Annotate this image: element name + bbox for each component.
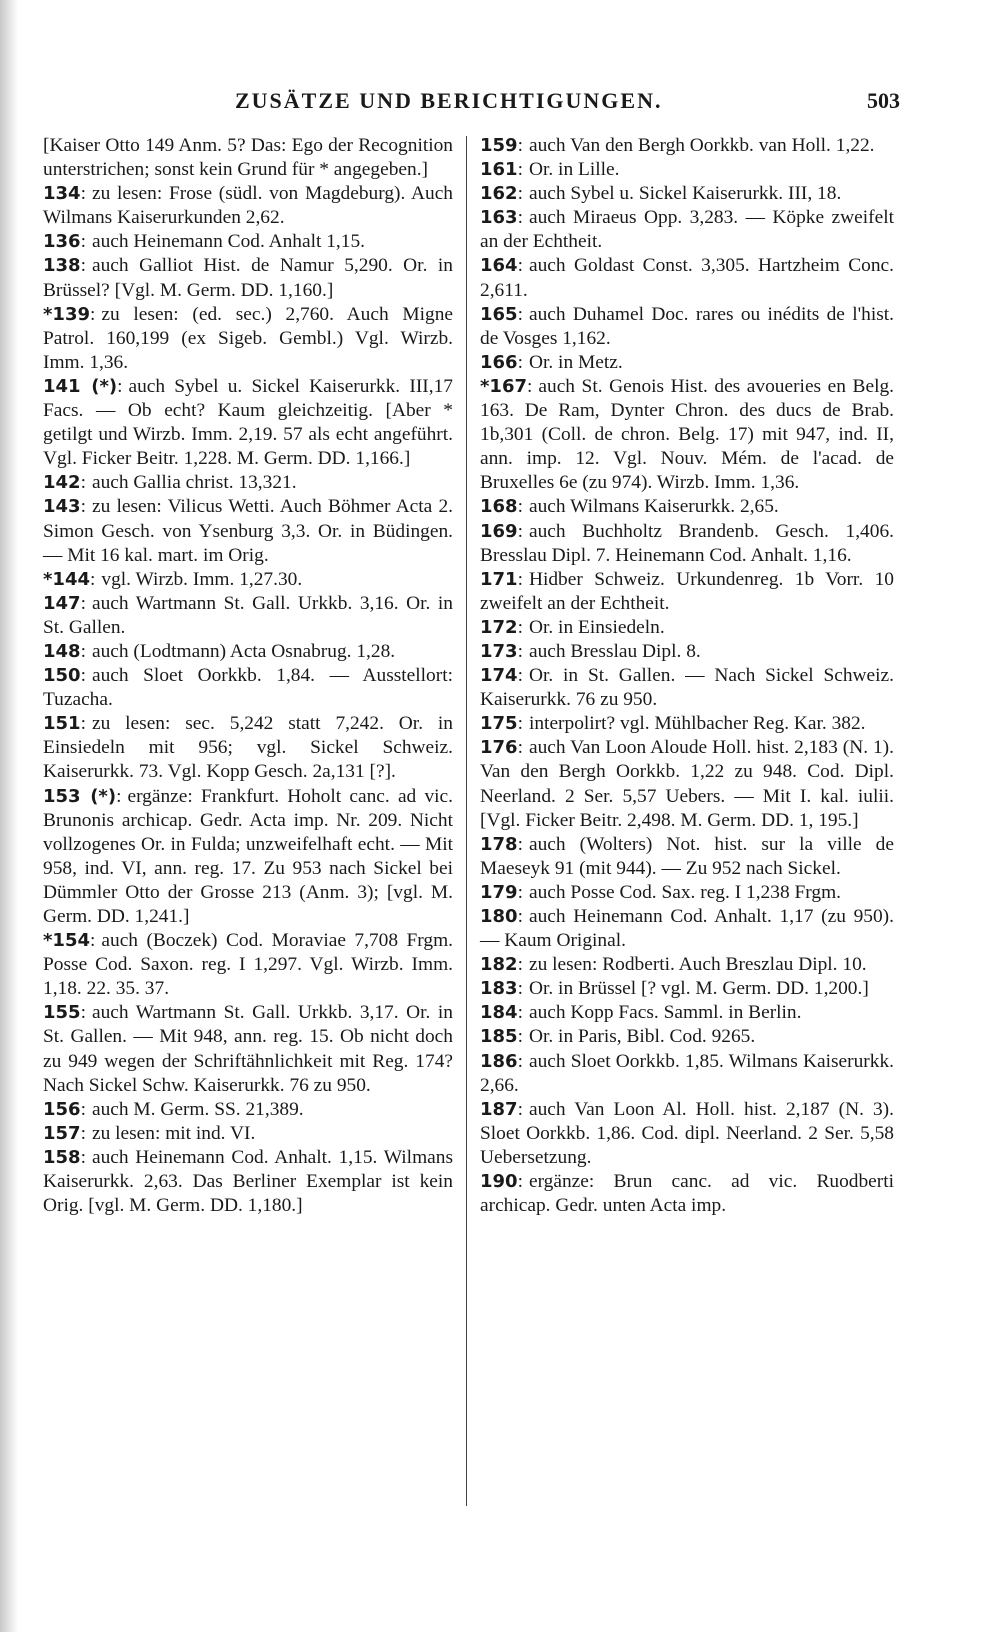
entry bbox=[480, 1025, 894, 1049]
entry-text: auch (Lodtmann) Acta Osnabrug. 1,28. bbox=[91, 640, 396, 662]
entry-text: auch Miraeus Opp. 3,283. — Köpke zweifelt an der Echtheit. bbox=[480, 207, 894, 253]
entry bbox=[480, 206, 894, 254]
entry bbox=[480, 1098, 894, 1170]
entry-colon: : bbox=[517, 207, 523, 229]
entry-text: auch Buchholtz Brandenb. Gesch. 1,406. Bresslau Dipl. 7. Heinemann Cod. Anhalt. 1,16. bbox=[480, 520, 894, 566]
entry bbox=[43, 664, 453, 712]
entry-colon: : bbox=[517, 737, 523, 759]
entry-text: ergänze: Frankfurt. Hoholt canc. ad vic. Brunonis archicap. Gedr. Acta imp. Nr. 209. Nicht vollzogenes Or. in Fulda; unzweifelhaft echt. — Mit 958, ind. VI, ann. reg. 17. Zu 953 nach Sickel bei Dümmler Otto der Grosse 213 (Anm. 3); [vgl. M. Germ. DD. 1,241.] bbox=[43, 785, 453, 927]
entry-number: 179 bbox=[480, 881, 518, 903]
entry-text: auch Heinemann Cod. Anhalt 1,15. bbox=[91, 231, 365, 253]
entry-colon: : bbox=[80, 665, 86, 687]
entry bbox=[480, 375, 894, 495]
entry-number: 156 bbox=[43, 1098, 81, 1120]
entry-text: auch Wilmans Kaiserurkk. 2,65. bbox=[528, 496, 779, 518]
entry-text: auch Goldast Const. 3,305. Hartzheim Conc. 2,611. bbox=[480, 255, 894, 301]
entry-colon: : bbox=[80, 472, 86, 494]
entry-colon: : bbox=[116, 785, 122, 807]
entry bbox=[43, 1098, 453, 1122]
entry-text: zu lesen: Rodberti. Auch Breszlau Dipl. 10. bbox=[528, 954, 867, 976]
entry-number: 147 bbox=[43, 592, 81, 614]
page-header bbox=[40, 88, 900, 122]
entry bbox=[43, 134, 453, 182]
entry-text: auch Sloet Oorkkb. 1,84. — Ausstellort: Tuzacha. bbox=[43, 665, 453, 711]
entry-colon: : bbox=[90, 930, 96, 952]
entry-text: auch Wartmann St. Gall. Urkkb. 3,17. Or. in St. Gallen. — Mit 948, ann. reg. 15. Ob nicht doch zu 949 wegen der Schriftähnlichkeit mit Reg. 174? Nach Sickel Schw. Kaiserurkk. 76 zu 950. bbox=[43, 1002, 453, 1096]
entry bbox=[43, 1001, 453, 1097]
entry bbox=[43, 471, 453, 495]
entry-colon: : bbox=[90, 568, 96, 590]
entry bbox=[480, 303, 894, 351]
entry-number: 158 bbox=[43, 1146, 81, 1168]
entry-number: 174 bbox=[480, 665, 518, 687]
entry-number: 159 bbox=[480, 135, 518, 156]
entry-text: auch Sybel u. Sickel Kaiserurkk. III, 18. bbox=[528, 183, 842, 205]
entry-number: 162 bbox=[480, 183, 518, 205]
entry-text: auch Heinemann Cod. Anhalt. 1,15. Wilmans Kaiserurkk. 2,63. Das Berliner Exemplar ist kein Orig. [vgl. M. Germ. DD. 1,180.] bbox=[43, 1146, 453, 1217]
entry-text: auch Van den Bergh Oorkkb. van Holl. 1,22. bbox=[528, 135, 875, 156]
entry-colon: : bbox=[80, 1122, 86, 1144]
entry-text: auch Galliot Hist. de Namur 5,290. Or. in Brüssel? [Vgl. M. Germ. DD. 1,160.] bbox=[43, 255, 453, 301]
entry-text: Or. in Lille. bbox=[528, 159, 620, 181]
entry-number: 187 bbox=[480, 1098, 518, 1120]
entry bbox=[480, 254, 894, 302]
entry-number: 176 bbox=[480, 737, 518, 759]
entry bbox=[43, 640, 453, 664]
entry bbox=[480, 736, 894, 832]
entry bbox=[480, 881, 894, 905]
left-column bbox=[43, 134, 453, 1218]
entry-text: zu lesen: (ed. sec.) 2,760. Auch Migne Patrol. 160,199 (ex Sigeb. Gembl.) Vgl. Wirzb. Imm. 1,36. bbox=[43, 303, 453, 373]
entry-colon: : bbox=[80, 1098, 86, 1120]
entry-colon: : bbox=[517, 183, 523, 205]
entry-number: 161 bbox=[480, 159, 518, 181]
entry-colon: : bbox=[517, 1002, 523, 1024]
entry bbox=[480, 905, 894, 953]
entry-text: Or. in St. Gallen. — Nach Sickel Schweiz. Kaiserurkk. 76 zu 950. bbox=[480, 665, 894, 711]
entry bbox=[480, 158, 894, 182]
entry-number: 134 bbox=[43, 183, 81, 205]
entry-number: 148 bbox=[43, 640, 81, 662]
entry-text: auch Gallia christ. 13,321. bbox=[91, 472, 297, 494]
running-title: ZUSÄTZE UND BERICHTIGUNGEN. bbox=[235, 88, 663, 113]
entry-text: Or. in Einsiedeln. bbox=[528, 616, 665, 638]
entry-colon: : bbox=[90, 303, 96, 325]
entry-colon: : bbox=[517, 496, 523, 518]
entry bbox=[43, 1122, 453, 1146]
entry-colon: : bbox=[517, 665, 523, 687]
entry-colon: : bbox=[80, 183, 86, 205]
entry bbox=[480, 495, 894, 519]
entry-number: 180 bbox=[480, 906, 518, 927]
entry-text: Or. in Metz. bbox=[528, 351, 623, 373]
entry-number: 163 bbox=[480, 207, 518, 229]
entry bbox=[43, 182, 453, 230]
entry bbox=[480, 712, 894, 736]
entry-colon: : bbox=[517, 906, 523, 927]
entry bbox=[480, 833, 894, 881]
entry bbox=[43, 303, 453, 375]
entry bbox=[480, 640, 894, 664]
entry-colon: : bbox=[517, 520, 523, 542]
entry bbox=[43, 592, 453, 640]
entry-number: 183 bbox=[480, 978, 518, 1000]
entry-colon: : bbox=[517, 1171, 523, 1193]
entry-colon: : bbox=[517, 954, 523, 976]
entry-colon: : bbox=[517, 351, 523, 373]
entry-text: Or. in Brüssel [? vgl. M. Germ. DD. 1,200.] bbox=[528, 978, 869, 1000]
entry-colon: : bbox=[80, 592, 86, 614]
entry-text: auch Duhamel Doc. rares ou inédits de l'hist. de Vosges 1,162. bbox=[480, 303, 894, 349]
entry-text: auch (Boczek) Cod. Moraviae 7,708 Frgm. Posse Cod. Saxon. reg. I 1,297. Vgl. Wirzb. Imm. 1,18. 22. 35. 37. bbox=[43, 930, 453, 1000]
entry-text: auch Posse Cod. Sax. reg. I 1,238 Frgm. bbox=[528, 881, 841, 903]
entry bbox=[480, 664, 894, 712]
entry-colon: : bbox=[517, 833, 523, 855]
entry-colon: : bbox=[117, 375, 123, 397]
entry-text: zu lesen: Vilicus Wetti. Auch Böhmer Acta 2. Simon Gesch. von Ysenburg 3,3. Or. in Büdingen. — Mit 16 kal. mart. im Orig. bbox=[43, 496, 453, 566]
entry-colon: : bbox=[80, 496, 86, 518]
entry-number: 171 bbox=[480, 568, 518, 590]
entry-colon: : bbox=[517, 135, 523, 156]
entry bbox=[480, 134, 894, 158]
entry-text: auch Wartmann St. Gall. Urkkb. 3,16. Or. in St. Gallen. bbox=[43, 592, 453, 638]
entry bbox=[480, 520, 894, 568]
entry-number: 166 bbox=[480, 351, 518, 373]
entry-number: *144 bbox=[43, 568, 90, 590]
entry-text: auch (Wolters) Not. hist. sur la ville de Maeseyk 91 (mit 944). — Zu 952 nach Sickel. bbox=[480, 833, 894, 879]
entry-text: auch Bresslau Dipl. 8. bbox=[528, 640, 701, 662]
entry-text: auch Van Loon Aloude Holl. hist. 2,183 (N. 1). Van den Bergh Oorkkb. 1,22 zu 948. Cod. Dipl. Neerland. 2 Ser. 5,57 Uebers. — Mit I. kal. iulii. [Vgl. Ficker Beitr. 2,498. M. Germ. DD. 1, 195.] bbox=[480, 737, 894, 831]
entry bbox=[480, 182, 894, 206]
entry-text: zu lesen: sec. 5,242 statt 7,242. Or. in Einsiedeln mit 956; vgl. Sickel Schweiz. Kaiserurkk. 73. Vgl. Kopp Gesch. 2a,131 [?]. bbox=[43, 713, 453, 783]
entry bbox=[43, 1146, 453, 1218]
entry-text: auch Sybel u. Sickel Kaiserurkk. III,17 Facs. — Ob echt? Kaum gleichzeitig. [Aber * getilgt und Wirzb. Imm. 2,19. 57 als echt angeführt. Vgl. Ficker Beitr. 1,228. M. Germ. DD. 1,166.] bbox=[43, 375, 453, 470]
entry-colon: : bbox=[517, 640, 523, 662]
entry bbox=[43, 230, 453, 254]
entry-colon: : bbox=[517, 568, 523, 590]
entry-number: *167 bbox=[480, 375, 527, 397]
entry bbox=[43, 929, 453, 1001]
entry-text: auch Kopp Facs. Samml. in Berlin. bbox=[528, 1002, 802, 1024]
entry bbox=[480, 953, 894, 977]
entry-colon: : bbox=[517, 713, 523, 735]
entry bbox=[480, 616, 894, 640]
entry-number: 182 bbox=[480, 954, 518, 976]
entry-colon: : bbox=[517, 1026, 523, 1048]
entry bbox=[43, 254, 453, 302]
entry-number: 142 bbox=[43, 472, 81, 494]
entry-text: ergänze: Brun canc. ad vic. Ruodberti archicap. Gedr. unten Acta imp. bbox=[480, 1171, 894, 1217]
entry-colon: : bbox=[80, 640, 86, 662]
entry-number: 153 (*) bbox=[43, 785, 117, 807]
entry-number: 157 bbox=[43, 1122, 81, 1144]
entry-number: 178 bbox=[480, 833, 518, 855]
entry-text: auch St. Genois Hist. des avoueries en Belg. 163. De Ram, Dynter Chron. des ducs de Brab. 1b,301 (Coll. de chron. Belg. 17) mit 947, ind. II, ann. imp. 12. Vgl. Nouv. Mém. de l'acad. de Bruxelles 6e (zu 974). Wirzb. Imm. 1,36. bbox=[480, 375, 894, 494]
entry bbox=[43, 785, 453, 930]
entry-colon: : bbox=[517, 1050, 523, 1072]
entry-number: 136 bbox=[43, 231, 81, 253]
entry-colon: : bbox=[517, 255, 523, 277]
entry bbox=[480, 1050, 894, 1098]
entry-text: zu lesen: Frose (südl. von Magdeburg). Auch Wilmans Kaiserurkunden 2,62. bbox=[43, 183, 453, 229]
entry-number: 143 bbox=[43, 496, 81, 518]
entry-text: zu lesen: mit ind. VI. bbox=[91, 1122, 256, 1144]
entry-text: interpolirt? vgl. Mühlbacher Reg. Kar. 382. bbox=[528, 713, 866, 735]
page-number: 503 bbox=[867, 88, 900, 113]
entry-number: *154 bbox=[43, 930, 90, 952]
entry-colon: : bbox=[517, 1098, 523, 1120]
entry bbox=[43, 568, 453, 592]
entry-text: vgl. Wirzb. Imm. 1,27.30. bbox=[101, 568, 303, 590]
entry bbox=[480, 977, 894, 1001]
entry-number: 168 bbox=[480, 496, 518, 518]
entry-text: Or. in Paris, Bibl. Cod. 9265. bbox=[528, 1026, 756, 1048]
entry-colon: : bbox=[517, 159, 523, 181]
entry-number: 164 bbox=[480, 255, 518, 277]
entry-text: [Kaiser Otto 149 Anm. 5? Das: Ego der Recognition unterstrichen; sonst kein Grund für * angegeben.] bbox=[43, 135, 453, 181]
entry-number: 184 bbox=[480, 1002, 518, 1024]
entry-number: 141 (*) bbox=[43, 375, 118, 397]
binding-shadow bbox=[0, 0, 18, 1632]
entry-colon: : bbox=[517, 303, 523, 325]
entry-colon: : bbox=[517, 978, 523, 1000]
entry bbox=[480, 568, 894, 616]
entry bbox=[43, 495, 453, 567]
right-column bbox=[480, 134, 894, 1218]
entry-text: auch Sloet Oorkkb. 1,85. Wilmans Kaiserurkk. 2,66. bbox=[480, 1050, 894, 1096]
entry-text: auch M. Germ. SS. 21,389. bbox=[91, 1098, 304, 1120]
entry bbox=[480, 1170, 894, 1218]
entry-number: 151 bbox=[43, 713, 81, 735]
entry bbox=[43, 375, 453, 471]
entry-colon: : bbox=[80, 255, 86, 277]
entry-number: 172 bbox=[480, 616, 518, 638]
entry-text: auch Heinemann Cod. Anhalt. 1,17 (zu 950). — Kaum Original. bbox=[480, 906, 894, 952]
entry bbox=[43, 712, 453, 784]
entry-colon: : bbox=[517, 616, 523, 638]
entry-number: 173 bbox=[480, 640, 518, 662]
entry-number: 165 bbox=[480, 303, 518, 325]
entry-text: Hidber Schweiz. Urkundenreg. 1b Vorr. 10 zweifelt an der Echtheit. bbox=[480, 568, 894, 614]
entry-colon: : bbox=[80, 1002, 86, 1024]
entry-colon: : bbox=[80, 1146, 86, 1168]
entry-number: 150 bbox=[43, 665, 81, 687]
entry bbox=[480, 1001, 894, 1025]
entry-number: 138 bbox=[43, 255, 81, 277]
column-divider bbox=[466, 136, 467, 1506]
entry-colon: : bbox=[517, 881, 523, 903]
entry-text: auch Van Loon Al. Holl. hist. 2,187 (N. 3). Sloet Oorkkb. 1,86. Cod. dipl. Neerland. 2 Ser. 5,58 Uebersetzung. bbox=[480, 1098, 894, 1168]
entry bbox=[480, 351, 894, 375]
entry-colon: : bbox=[80, 713, 86, 735]
entry-number: 185 bbox=[480, 1026, 518, 1048]
entry-number: 169 bbox=[480, 520, 518, 542]
entry-number: 175 bbox=[480, 713, 518, 735]
entry-number: 155 bbox=[43, 1002, 81, 1024]
entry-colon: : bbox=[527, 375, 533, 397]
entry-number: *139 bbox=[43, 303, 90, 325]
entry-number: 190 bbox=[480, 1171, 518, 1193]
entry-colon: : bbox=[80, 231, 86, 253]
entry-number: 186 bbox=[480, 1050, 518, 1072]
